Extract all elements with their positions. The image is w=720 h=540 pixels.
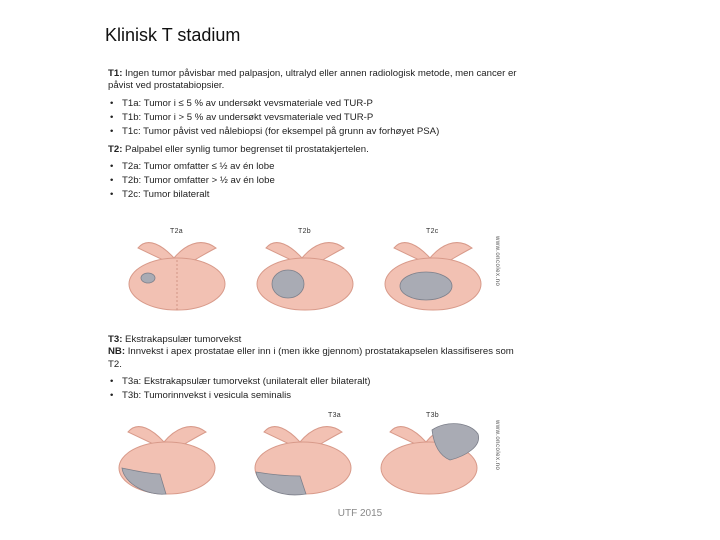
- list-item: • T1a: Tumor i ≤ 5 % av undersøkt vevsmateriale ved TUR-P: [108, 98, 528, 110]
- prostate-icon: [244, 412, 362, 496]
- figure-label: T2b: [298, 228, 311, 235]
- t1-definition: [108, 68, 528, 93]
- figure-label: T2c: [426, 228, 439, 235]
- prostate-icon: [374, 228, 492, 312]
- slide-footer: UTF 2015: [337, 508, 383, 519]
- t3-code: T3:: [108, 334, 123, 345]
- t3-figure-row: [108, 412, 498, 496]
- t1-t2-text: [108, 68, 528, 203]
- prostate-illustration-t2c: [374, 228, 492, 312]
- list-item: • T2b: Tumor omfatter > ½ av én lobe: [108, 175, 528, 187]
- prostate-illustration-t3a: [244, 412, 362, 496]
- prostate-illustration-t2b: [246, 228, 364, 312]
- t2-bullet-list: [108, 161, 528, 201]
- t2-code: T2:: [108, 144, 123, 156]
- list-item: • T1c: Tumor påvist ved nålebiopsi (for eksempel på grunn av forhøyet PSA): [108, 126, 528, 138]
- nb-text: Innvekst i apex prostatae eller inn i (men ikke gjennom) prostatakapselen klassifiseres som T2.: [108, 346, 514, 370]
- t3-text-value: Ekstrakapsulær tumorvekst: [122, 334, 242, 345]
- slide-title: Klinisk T stadium: [105, 25, 241, 45]
- prostate-icon: [246, 228, 364, 312]
- t1-text: Ingen tumor påvisbar med palpasjon, ultralyd eller annen radiologisk metode, men cancer er påvist ved prostatabiopsier.: [108, 68, 517, 92]
- list-item: • T2a: Tumor omfatter ≤ ½ av én lobe: [108, 161, 528, 173]
- t3-definition: [108, 334, 528, 346]
- list-item: • T3b: Tumorinnvekst i vesicula seminalis: [108, 390, 528, 402]
- figure-label: T2a: [170, 228, 183, 235]
- figure-label: T3a: [328, 412, 341, 419]
- list-item: • T3a: Ekstrakapsulær tumorvekst (unilateralt eller bilateralt): [108, 376, 528, 388]
- watermark: www.oncolex.no: [494, 420, 500, 471]
- prostate-illustration-t2a: [118, 228, 236, 312]
- list-item: • T1b: Tumor i > 5 % av undersøkt vevsmateriale ved TUR-P: [108, 112, 528, 124]
- figure-label: T3b: [426, 412, 439, 419]
- prostate-icon: [370, 412, 488, 496]
- prostate-icon: [108, 412, 226, 496]
- t2-definition: [108, 144, 528, 156]
- prostate-illustration-t3: [108, 412, 226, 496]
- t3-text: [108, 334, 528, 404]
- t2-figure-row: [108, 228, 498, 312]
- t3-note: [108, 346, 528, 371]
- prostate-illustration-t3b: [370, 412, 488, 496]
- list-item: • T2c: Tumor bilateralt: [108, 189, 528, 201]
- t1-bullet-list: [108, 98, 528, 138]
- prostate-icon: [118, 228, 236, 312]
- t3-bullet-list: [108, 376, 528, 402]
- nb-code: NB:: [108, 346, 126, 358]
- t2-text: Palpabel eller synlig tumor begrenset til prostatakjertelen.: [122, 144, 369, 156]
- watermark: www.oncolex.no: [494, 236, 500, 287]
- t1-code: T1:: [108, 68, 123, 79]
